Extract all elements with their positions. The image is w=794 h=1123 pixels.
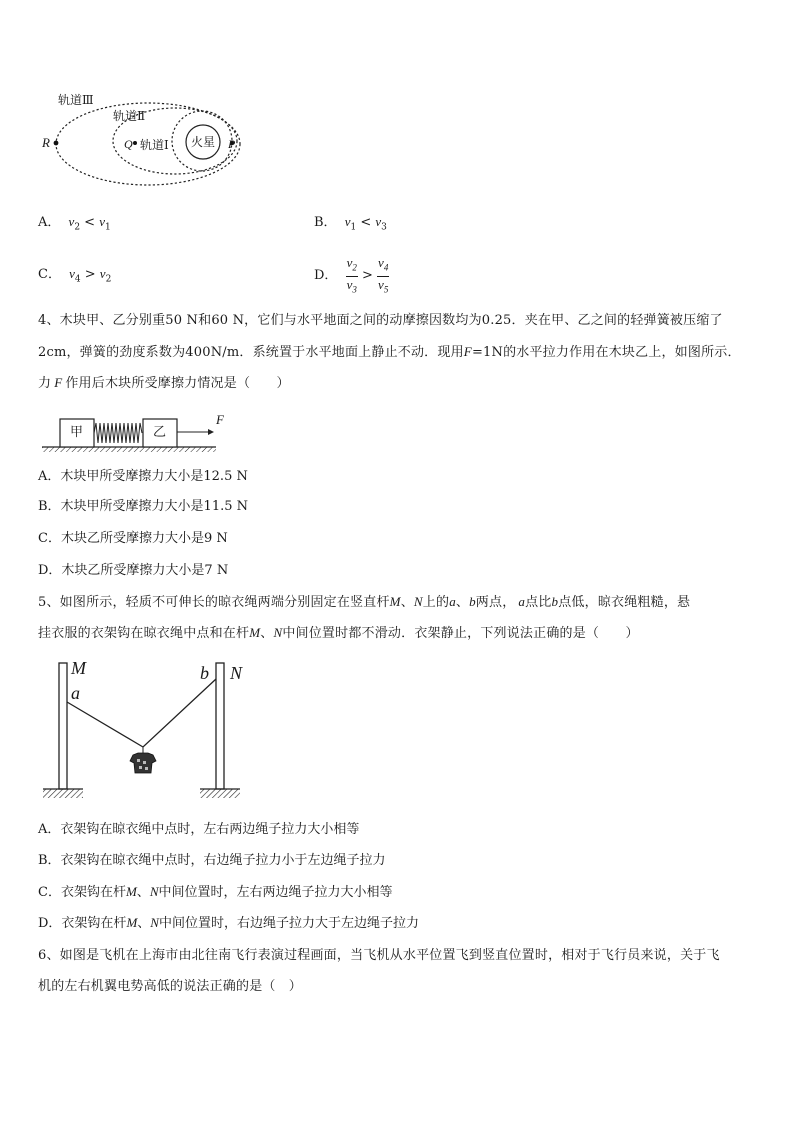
q5-line-2-sep: 、 (260, 626, 274, 641)
q5-line-2 (38, 625, 639, 642)
q3-option-b: B． $v_1 < v_3$ (314, 214, 387, 233)
pole-N-label: N (230, 663, 243, 683)
q3-option-d-letter: D． (314, 268, 338, 284)
q5-option-d-sep: 、 (137, 916, 151, 931)
q4-line-3-b: 作用后木块所受摩擦力情况是（ ） (65, 376, 290, 391)
clothesline-diagram (38, 655, 248, 805)
q4-line-2-text: 2cm，弹簧的劲度系数为400N/m．系统置于水平地面上静止不动．现用 (38, 345, 464, 360)
q5-option-d-b: 中间位置时，右边绳子拉力大于左边绳子拉力 (158, 916, 419, 931)
q5-option-d-M: M (126, 915, 138, 930)
label-point-Q: Q (124, 137, 133, 151)
q5-line-2-N: N (273, 625, 283, 640)
q5-option-c-sep: 、 (136, 885, 150, 900)
q6-line-1: 6、如图是飞机在上海市由北往南飞行表演过程画面，当飞机从水平位置飞到竖直位置时，相对于飞行员来说，关于飞 (38, 948, 720, 963)
label-orbit-3: 轨道Ⅲ (58, 93, 94, 107)
q4-line-3-a: 力 (38, 376, 52, 391)
q5-option-c-a: C．衣架钩在杆 (38, 885, 126, 900)
q5-line-1-b: 上的 (422, 595, 450, 610)
q5-option-c (38, 884, 393, 901)
label-point-R: R (42, 135, 50, 150)
orbit-figure (30, 86, 260, 196)
q5-option-d (38, 915, 419, 932)
q4-line-2-F: F (463, 344, 472, 359)
q5-option-c-b: 中间位置时，左右两边绳子拉力大小相等 (158, 885, 393, 900)
q5-line-1-b2: b (551, 594, 559, 609)
label-orbit-1: 轨道Ⅰ (140, 138, 169, 152)
q3-option-b-letter: B． (314, 215, 337, 230)
q5-line-2-b: 中间位置时都不滑动．衣架静止，下列说法正确的是（ ） (282, 626, 639, 641)
q4-line-1: 4、木块甲、乙分别重50 N和60 N，它们与水平地面之间的动摩擦因数均为0.25．夹在甲、乙之间的轻弹簧被压缩了 (38, 313, 723, 328)
q3-option-c-letter: C． (38, 267, 61, 282)
q5-option-b: B．衣架钩在晾衣绳中点时，右边绳子拉力小于左边绳子拉力 (38, 853, 386, 868)
q5-option-d-a: D．衣架钩在杆 (38, 916, 127, 931)
q5-option-c-N: N (149, 884, 159, 899)
q5-line-1-d: 两点， (475, 595, 516, 610)
q4-option-b: B．木块甲所受摩擦力大小是11.5 N (38, 499, 249, 514)
q5-option-c-M: M (125, 884, 137, 899)
pole-M-label: M (71, 658, 86, 678)
q5-line-1 (38, 594, 690, 611)
q3-option-a: A． $v_2 < v_1$ (38, 214, 111, 233)
label-mars: 火星 (191, 135, 216, 149)
q5-line-2-M: M (249, 625, 261, 640)
block-jia-label: 甲 (70, 425, 84, 440)
q5-line-1-e: 点比 (525, 595, 552, 610)
clothesline-figure (38, 655, 248, 805)
block-yi-label: 乙 (153, 425, 167, 440)
q5-line-1-c: 、 (455, 595, 470, 610)
point-a-label: a (71, 683, 80, 703)
q5-line-1-M: M (389, 594, 401, 609)
q5-line-1-a2: a (518, 594, 526, 609)
q4-line-2-rest: =1N的水平拉力作用在木块乙上，如图所示． (471, 345, 741, 360)
label-point-P: P (228, 137, 236, 151)
q5-line-1-a: 5、如图所示，轻质不可伸长的晾衣绳两端分别固定在竖直杆 (38, 595, 390, 610)
q5-line-1-N: N (413, 594, 423, 609)
q5-line-1-f: 点低，晾衣绳粗糙，悬 (558, 595, 691, 610)
q4-line-2 (38, 344, 741, 361)
q3-option-c: C． $v_4 > v_2$ (38, 266, 112, 285)
q3-option-d: D． $\frac{v_2}{v_3}$ > $\frac{v_4}{v_5}$ (314, 255, 389, 295)
q4-option-c: C．木块乙所受摩擦力大小是9 N (38, 531, 228, 546)
q4-option-a: A．木块甲所受摩擦力大小是12.5 N (38, 469, 248, 484)
point-b-label: b (200, 663, 209, 683)
q5-option-a: A．衣架钩在晾衣绳中点时，左右两边绳子拉力大小相等 (38, 822, 360, 837)
label-orbit-2: 轨道Ⅱ (113, 109, 146, 123)
q5-line-1-a-pt: a (449, 594, 456, 609)
q5-option-d-N: N (150, 915, 159, 930)
spring-block-figure (40, 410, 240, 456)
q4-option-d: D．木块乙所受摩擦力大小是7 N (38, 563, 229, 578)
q6-line-2: 机的左右机翼电势高低的说法正确的是（ ） (38, 979, 303, 994)
q4-line-3-F: F (54, 375, 63, 390)
q5-line-2-a: 挂衣服的衣架钩在晾衣绳中点和在杆 (38, 626, 250, 641)
force-F-label: F (216, 412, 224, 427)
q3-option-a-letter: A． (38, 215, 61, 230)
q5-line-1-b-pt: b (469, 594, 476, 609)
q4-line-3 (38, 375, 290, 392)
q5-line-1-sep: 、 (400, 595, 414, 610)
